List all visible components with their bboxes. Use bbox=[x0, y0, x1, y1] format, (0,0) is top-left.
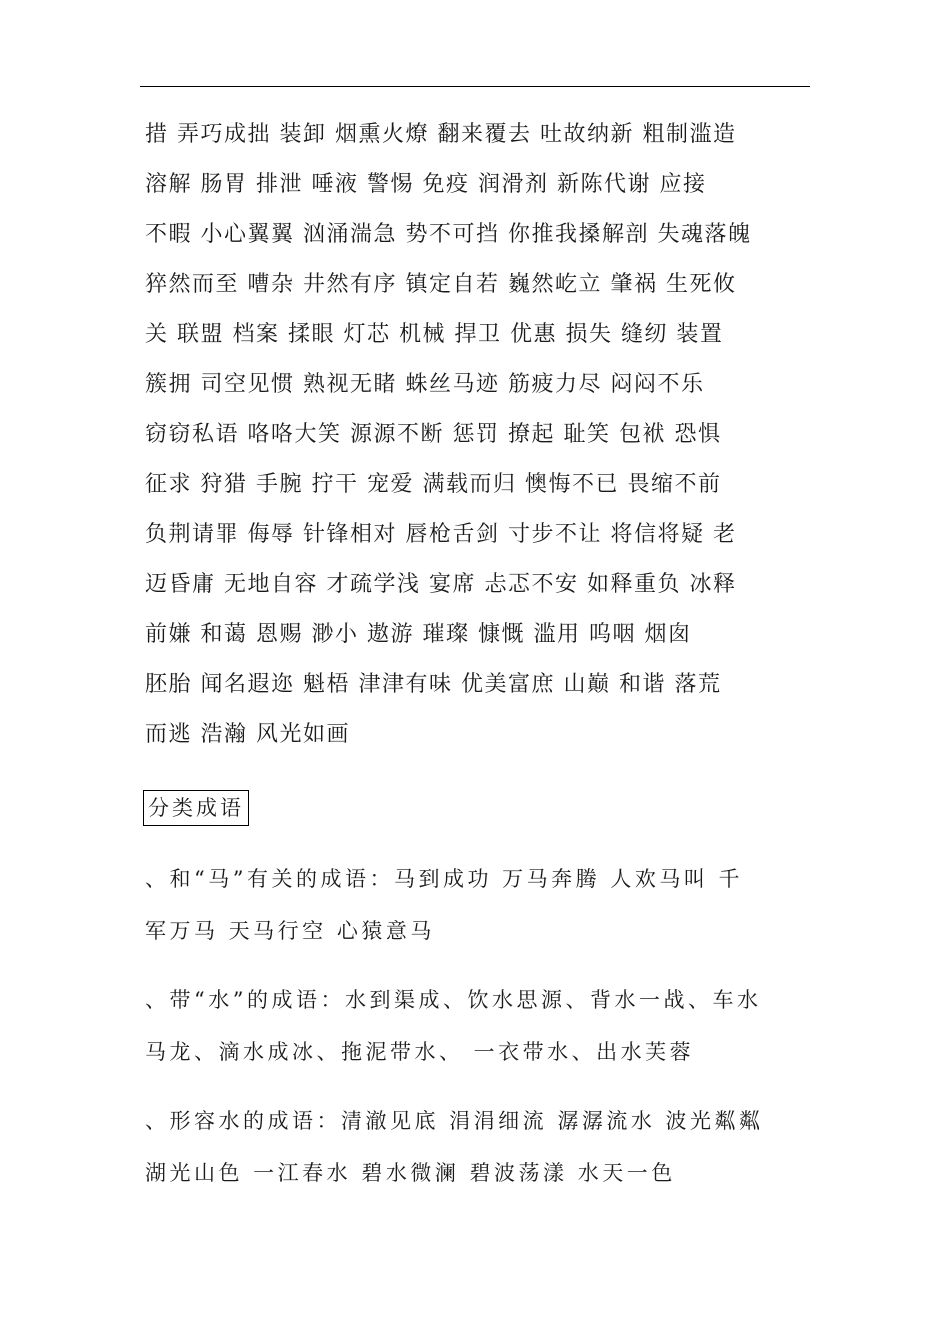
vocab-line: 前嫌 和蔼 恩赐 渺小 遨游 璀璨 慷慨 滥用 呜咽 烟囱 bbox=[145, 622, 692, 647]
header-rule bbox=[140, 86, 810, 87]
vocab-line: 措 弄巧成拙 装卸 烟熏火燎 翻来覆去 吐故纳新 粗制滥造 bbox=[145, 122, 737, 147]
vocab-line: 猝然而至 嘈杂 井然有序 镇定自若 巍然屹立 肇祸 生死攸 bbox=[145, 272, 737, 297]
vocab-line: 窃窃私语 咯咯大笑 源源不断 惩罚 撩起 耻笑 包袱 恐惧 bbox=[145, 422, 722, 447]
vocab-line: 关 联盟 档案 揉眼 灯芯 机械 捍卫 优惠 损失 缝纫 装置 bbox=[145, 322, 724, 347]
idiom-line: 、带“水”的成语：水到渠成、饮水思源、背水一战、车水 bbox=[145, 988, 762, 1012]
vocab-line: 而逃 浩瀚 风光如画 bbox=[145, 722, 350, 747]
idiom-group-describe-water bbox=[145, 1095, 825, 1199]
vocab-line: 不暇 小心翼翼 汹涌湍急 势不可挡 你推我搡解剖 失魂落魄 bbox=[145, 222, 752, 247]
idiom-group-horse bbox=[145, 853, 825, 957]
vocab-line: 胚胎 闻名遐迩 魁梧 津津有味 优美富庶 山巅 和谐 落荒 bbox=[145, 672, 722, 697]
idiom-group-water bbox=[145, 974, 825, 1078]
vocab-line: 迈昏庸 无地自容 才疏学浅 宴席 忐忑不安 如释重负 冰释 bbox=[145, 572, 737, 597]
vocab-line: 溶解 肠胃 排泄 唾液 警惕 免疫 润滑剂 新陈代谢 应接 bbox=[145, 172, 707, 197]
idiom-line: 、形容水的成语：清澈见底 涓涓细流 潺潺流水 波光粼粼 bbox=[145, 1109, 764, 1133]
vocabulary-list bbox=[145, 110, 825, 760]
idiom-line: 马龙、滴水成冰、拖泥带水、 一衣带水、出水芙蓉 bbox=[145, 1040, 695, 1064]
idiom-line: 、和“马”有关的成语：马到成功 万马奔腾 人欢马叫 千 bbox=[145, 867, 743, 891]
vocab-line: 簇拥 司空见惯 熟视无睹 蛛丝马迹 筋疲力尽 闷闷不乐 bbox=[145, 372, 705, 397]
idiom-line: 军万马 天马行空 心猿意马 bbox=[145, 919, 435, 943]
vocab-line: 负荆请罪 侮辱 针锋相对 唇枪舌剑 寸步不让 将信将疑 老 bbox=[145, 522, 737, 547]
idiom-line: 湖光山色 一江春水 碧水微澜 碧波荡漾 水天一色 bbox=[145, 1161, 676, 1185]
vocab-line: 征求 狩猎 手腕 拧干 宠爱 满载而归 懊悔不已 畏缩不前 bbox=[145, 472, 722, 497]
section-title: 分类成语 bbox=[143, 790, 249, 826]
